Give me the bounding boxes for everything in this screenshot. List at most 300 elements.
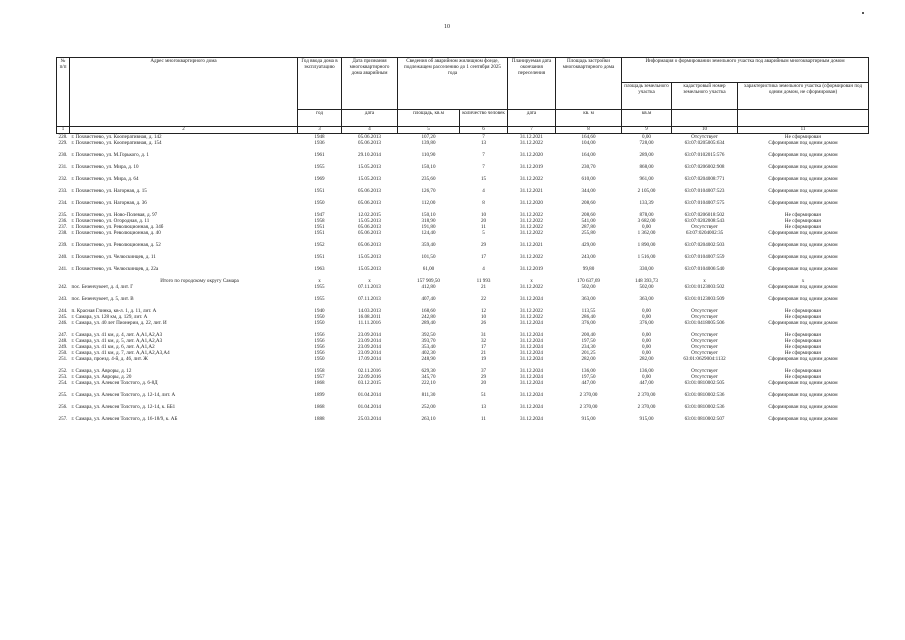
row-number: 252.: [58, 368, 68, 374]
table-body: [57, 134, 869, 429]
row-address: г. Похвистнево, ул. М.Горького, д. 1: [71, 152, 149, 158]
row-plan-date: 31.12.2024: [520, 368, 543, 374]
row-land-area: 0,00: [642, 374, 651, 380]
table-row: [57, 230, 869, 242]
row-date-recognized: 05.06.2013: [358, 230, 381, 236]
row-cadastral: Отсутствует: [691, 344, 718, 350]
row-people: 11 993: [476, 278, 491, 284]
row-built-area: 136,00: [581, 368, 596, 374]
row-address: п. Красная Глинка, кв-л. 1, д. 11, лит. А: [71, 308, 157, 314]
row-address: г. Похвистнево, ул. Нагорная, д. 15: [71, 188, 147, 194]
table-row: [57, 416, 869, 428]
table-row: [57, 392, 869, 404]
row-land-area: 1 516,00: [637, 254, 656, 260]
row-land-characteristic: Сформирован под одним домом: [768, 320, 838, 326]
row-date-recognized: 25.03.2014: [358, 416, 381, 422]
col-number: 2: [70, 127, 298, 134]
row-land-area: 728,00: [639, 140, 654, 146]
row-built-area: 447,00: [581, 380, 596, 386]
row-number: 239.: [58, 242, 68, 248]
unit-plan-date: дата: [508, 110, 556, 127]
row-number: 255.: [58, 392, 68, 398]
header-built-area: Площадь застройки многоквартирного дома: [556, 58, 622, 110]
row-number: 228.: [58, 134, 68, 140]
row-land-area: 148 393,73: [635, 278, 658, 284]
row-cadastral: Отсутствует: [691, 134, 718, 140]
row-plan-date: 31.12.2022: [520, 140, 543, 146]
row-plan-date: 31.12.2024: [520, 350, 543, 356]
header-plan-date: Планируемая дата окончания переселения: [508, 58, 556, 110]
row-cadastral: 63:01:0810002:536: [684, 404, 725, 410]
row-year: 1951: [314, 188, 325, 194]
row-date-recognized: 15.05.2013: [358, 164, 381, 170]
row-area: 112,00: [421, 200, 436, 206]
table-row: [57, 356, 869, 368]
row-built-area: 104,00: [581, 140, 596, 146]
row-date-recognized: 16.08.2011: [358, 314, 381, 320]
row-plan-date: 31.12.2020: [520, 200, 543, 206]
row-plan-date: 31.12.2022: [520, 224, 543, 230]
row-year: 1955: [314, 296, 325, 302]
row-address: г. Похвистнево, ул. Кооперативная, д. 142: [71, 134, 162, 140]
row-built-area: 208,60: [581, 200, 596, 206]
row-address: г. Похвистнево, ул. Ново-Полевая, д. 97: [71, 212, 158, 218]
row-plan-date: 31.12.2022: [520, 254, 543, 260]
row-people: 20: [480, 218, 487, 224]
row-date-recognized: 23.09.2014: [358, 344, 381, 350]
row-address: г. Самара, ул. 128 км, д. 129, лит. А: [71, 314, 148, 320]
row-address: г. Похвистнево, ул. Челюскинцев, д. 22а: [71, 266, 159, 272]
unit-people: количество человек: [460, 110, 508, 127]
row-land-characteristic: x: [801, 278, 805, 284]
row-plan-date: 31.12.2024: [520, 380, 543, 386]
header-row-column-numbers: [57, 127, 869, 134]
row-year: 1951: [314, 254, 325, 260]
row-number: 231.: [58, 164, 68, 170]
col-number: 9: [622, 127, 672, 134]
row-area: 157 909,50: [417, 278, 440, 284]
row-land-characteristic: Сформирован под одним домом: [768, 188, 838, 194]
row-plan-date: 31.12.2021: [520, 188, 543, 194]
row-land-characteristic: Сформирован под одним домом: [768, 164, 838, 170]
header-cadastral: кадастровый номер земельного участка: [672, 83, 738, 110]
row-area: 168,60: [421, 308, 436, 314]
row-year: 1950: [314, 200, 325, 206]
row-number: 240.: [58, 254, 68, 260]
table-row: [57, 176, 869, 188]
row-land-characteristic: Сформирован под одним домом: [768, 266, 838, 272]
unit-empty-1: [672, 110, 738, 127]
row-plan-date: 31.12.2024: [520, 404, 543, 410]
row-cadastral: 63:01:0810002:505: [684, 380, 725, 386]
row-area: 191,80: [421, 224, 436, 230]
table-row: [57, 188, 869, 200]
row-people: 4: [482, 188, 485, 194]
row-year: 1958: [314, 368, 325, 374]
row-year: 1955: [314, 284, 325, 290]
row-built-area: 610,00: [581, 176, 596, 182]
row-land-characteristic: Сформирован под одним домом: [768, 392, 838, 398]
row-land-area: 0,00: [642, 314, 651, 320]
row-area: 318,90: [421, 218, 436, 224]
row-land-area: 0,00: [642, 332, 651, 338]
row-number: 250.: [58, 350, 68, 356]
row-address: г. Похвистнево, ул. Мира, д. 64: [71, 176, 139, 182]
row-built-area: 164,00: [581, 152, 596, 158]
row-address: г. Похвистнево, ул. Челюскинцев, д. 11: [71, 254, 156, 260]
row-people: 8: [482, 200, 485, 206]
header-date-recognized: Дата признания многоквартирного дома аварийным: [342, 58, 398, 110]
row-cadastral: 63:07:0104007:559: [684, 254, 725, 260]
row-land-characteristic: Не сформирован: [784, 212, 822, 218]
row-land-area: 282,00: [639, 356, 654, 362]
row-number: 229.: [58, 140, 68, 146]
row-plan-date: 31.12.2022: [520, 284, 543, 290]
col-number: 10: [672, 127, 738, 134]
row-address: г. Похвистнево, ул. Огородная, д. 11: [71, 218, 150, 224]
unit-land-sqm: кв.м: [622, 110, 672, 127]
row-area: 248,90: [421, 356, 436, 362]
row-people: 15: [480, 176, 487, 182]
row-date-recognized: 05.06.2013: [358, 134, 381, 140]
row-number: 244.: [58, 308, 68, 314]
row-area: 139,80: [421, 140, 436, 146]
row-land-area: 0,00: [642, 134, 651, 140]
row-date-recognized: 17.09.2014: [358, 356, 381, 362]
row-address: г. Самара, ул. 41 км, д. 5, лит. А,А1,А2,А3: [71, 338, 163, 344]
row-year: 1947: [314, 212, 325, 218]
row-year: 1951: [314, 224, 325, 230]
row-land-area: 878,00: [639, 212, 654, 218]
row-cadastral: Отсутствует: [691, 338, 718, 344]
row-cadastral: 63:07:0204002:35: [685, 230, 724, 236]
row-people: 13: [480, 140, 487, 146]
row-people: 21: [480, 350, 487, 356]
row-built-area: 201,25: [581, 350, 596, 356]
row-address: Итого по городскому округу Самара: [160, 278, 239, 284]
header-housing-info: Сведения об аварийном жилищном фонде, подлежащем расселению до 1 сентября 2025 года: [398, 58, 508, 110]
row-land-area: 3 682,00: [637, 218, 656, 224]
row-land-characteristic: Не сформирован: [784, 308, 822, 314]
row-people: 5: [482, 230, 485, 236]
row-date-recognized: 01.04.2014: [358, 392, 381, 398]
row-built-area: 197,50: [581, 338, 596, 344]
row-date-recognized: 29.10.2014: [358, 152, 381, 158]
row-year: 1940: [314, 308, 325, 314]
row-address: г. Самара, ул. 41 км, д. 6, лит. А,А1,А2: [71, 344, 155, 350]
row-cadastral: 63:07:0202008:543: [684, 218, 725, 224]
row-cadastral: Отсутствует: [691, 332, 718, 338]
row-address: г. Самара, ул. Авроры, д. 12: [71, 368, 132, 374]
row-built-area: 200,40: [581, 332, 596, 338]
row-land-area: 2 105,00: [637, 188, 656, 194]
row-area: 412,80: [421, 284, 436, 290]
row-address: г. Похвистнево, ул. Революционная, д. 40: [71, 230, 161, 236]
row-plan-date: 31.12.2024: [520, 416, 543, 422]
row-cadastral: Отсутствует: [691, 368, 718, 374]
row-plan-date: 31.12.2024: [520, 392, 543, 398]
row-built-area: 197,50: [581, 374, 596, 380]
row-plan-date: 31.12.2024: [520, 374, 543, 380]
row-address: г. Самара, ул. 41 км, д. 7, лит. А,А1,А2,А3,А4: [71, 350, 170, 356]
row-land-area: 289,00: [639, 152, 654, 158]
row-date-recognized: 22.09.2016: [358, 374, 381, 380]
row-number: 253.: [58, 374, 68, 380]
row-plan-date: 31.12.2024: [520, 296, 543, 302]
unit-empty-2: [738, 110, 869, 127]
col-number: 6: [460, 127, 508, 134]
row-land-area: 868,00: [639, 164, 654, 170]
row-land-area: 915,00: [639, 416, 654, 422]
row-year: 1888: [314, 416, 325, 422]
row-area: 124,40: [421, 230, 436, 236]
row-address: г. Похвистнево, ул. Революционная, д. 52: [71, 242, 161, 248]
row-number: 247.: [58, 332, 68, 338]
row-address: г. Похвистнево, ул. Мира, д. 10: [71, 164, 139, 170]
row-address: пос. Безенчукеет, д. 4, лит. Г: [71, 284, 134, 290]
row-land-characteristic: Не сформирован: [784, 314, 822, 320]
unit-area: площадь, кв.м: [398, 110, 460, 127]
row-people: 4: [482, 266, 485, 272]
row-people: 37: [480, 368, 487, 374]
table-row: [57, 266, 869, 278]
row-area: 353,40: [421, 344, 436, 350]
row-plan-date: 31.12.2024: [520, 332, 543, 338]
row-people: 22: [480, 296, 487, 302]
row-cadastral: 63:01:0418005:506: [684, 320, 725, 326]
row-area: 222,10: [421, 380, 436, 386]
row-land-characteristic: Сформирован под одним домом: [768, 404, 838, 410]
row-plan-date: 31.12.2019: [520, 266, 543, 272]
row-land-characteristic: Не сформирован: [784, 344, 822, 350]
row-cadastral: 63:07:0102015:576: [684, 152, 725, 158]
row-people: 11: [481, 224, 486, 230]
row-people: 11: [481, 416, 486, 422]
row-number: 237.: [58, 224, 68, 230]
row-number: 245.: [58, 314, 68, 320]
row-built-area: 243,00: [581, 254, 596, 260]
row-land-characteristic: Сформирован под одним домом: [768, 230, 838, 236]
row-built-area: 429,00: [581, 242, 596, 248]
row-number: 256.: [58, 404, 68, 410]
row-number: 254.: [58, 380, 68, 386]
row-plan-date: 31.12.2021: [520, 242, 543, 248]
row-date-recognized: 05.06.2013: [358, 188, 381, 194]
row-people: 32: [480, 338, 487, 344]
row-number: 257.: [58, 416, 68, 422]
row-cadastral: x: [703, 278, 706, 284]
row-year: 1961: [314, 152, 325, 158]
row-date-recognized: 02.11.2016: [358, 368, 381, 374]
row-cadastral: Отсутствует: [691, 308, 718, 314]
row-people: 29: [480, 242, 487, 248]
row-area: 345,70: [421, 374, 436, 380]
row-plan-date: 31.12.2020: [520, 152, 543, 158]
table-row: [57, 284, 869, 296]
row-area: 235,60: [421, 176, 436, 182]
row-year: 1956: [314, 338, 325, 344]
row-land-characteristic: Сформирован под одним домом: [768, 242, 838, 248]
table-row: [57, 404, 869, 416]
row-date-recognized: 12.02.2015: [358, 212, 381, 218]
row-year: 1899: [314, 392, 325, 398]
row-year: 1950: [314, 356, 325, 362]
row-year: x: [318, 278, 321, 284]
row-number: 246.: [58, 320, 68, 326]
header-land-area: площадь земельного участка: [622, 83, 672, 110]
col-number: 8: [556, 127, 622, 134]
row-year: 1950: [314, 314, 325, 320]
row-land-characteristic: Не сформирован: [784, 338, 822, 344]
row-year: 1963: [314, 266, 325, 272]
row-built-area: 915,00: [581, 416, 596, 422]
row-year: 1956: [314, 350, 325, 356]
row-land-characteristic: Сформирован под одним домом: [768, 296, 838, 302]
row-land-characteristic: Сформирован под одним домом: [768, 176, 838, 182]
col-number: 7: [508, 127, 556, 134]
scan-speck: [862, 12, 864, 14]
row-plan-date: 31.12.2024: [520, 320, 543, 326]
row-year: 1950: [314, 320, 325, 326]
row-area: 150,10: [421, 212, 436, 218]
row-year: 1956: [314, 332, 325, 338]
row-plan-date: 31.12.2022: [520, 230, 543, 236]
row-people: 12: [480, 308, 487, 314]
row-cadastral: 63:01:0629004:1132: [683, 356, 726, 362]
row-built-area: 363,00: [581, 296, 596, 302]
row-area: 110,90: [421, 152, 436, 158]
row-built-area: 287,80: [581, 224, 596, 230]
row-cadastral: 63:01:0123003:509: [684, 296, 725, 302]
row-built-area: 541,00: [581, 218, 596, 224]
row-land-area: 376,00: [639, 320, 654, 326]
row-plan-date: 31.12.2022: [520, 314, 543, 320]
row-land-area: 330,00: [639, 266, 654, 272]
row-plan-date: 31.12.2019: [520, 164, 543, 170]
unit-built-sqm: кв. м: [556, 110, 622, 127]
row-people: 13: [480, 404, 487, 410]
row-address: г. Самара, проезд. 4-й, д. 46, лит. Ж: [71, 356, 148, 362]
header-land-characteristic: характеристика земельного участка (сформирован под одним домом, не сформирован): [738, 83, 869, 110]
row-built-area: 282,00: [581, 356, 596, 362]
col-number: 11: [738, 127, 869, 134]
row-area: 392,50: [421, 332, 436, 338]
row-date-recognized: 15.05.2013: [358, 218, 381, 224]
row-built-area: 344,00: [581, 188, 596, 194]
row-area: 61,00: [422, 266, 435, 272]
row-land-characteristic: Не сформирован: [784, 368, 822, 374]
row-cadastral: 63:07:0104007:523: [684, 188, 725, 194]
row-cadastral: 63:01:0810002:507: [684, 416, 725, 422]
row-year: 1952: [314, 242, 325, 248]
table-row: [57, 200, 869, 212]
table-row: [57, 296, 869, 308]
row-land-characteristic: Сформирован под одним домом: [768, 284, 838, 290]
row-land-characteristic: Не сформирован: [784, 134, 822, 140]
row-cadastral: 63:01:0810002:536: [684, 392, 725, 398]
row-plan-date: 31.12.2022: [520, 218, 543, 224]
row-plan-date: 31.12.2022: [520, 176, 543, 182]
row-date-recognized: 11.11.2016: [358, 320, 381, 326]
col-number: 4: [342, 127, 398, 134]
row-year: 1957: [314, 374, 325, 380]
row-people: 21: [480, 284, 487, 290]
row-number: 232.: [58, 176, 68, 182]
row-people: 19: [480, 356, 487, 362]
row-date-recognized: 15.05.2013: [358, 254, 381, 260]
row-address: г. Похвистнево, ул. Революционная, д. 34б: [71, 224, 164, 230]
row-land-area: 0,00: [642, 308, 651, 314]
row-plan-date: 31.12.2024: [520, 338, 543, 344]
row-land-characteristic: Не сформирован: [784, 332, 822, 338]
row-cadastral: 63:07:0204008:771: [684, 176, 725, 182]
row-people: 20: [480, 380, 487, 386]
row-land-characteristic: Сформирован под одним домом: [768, 380, 838, 386]
row-number: 233.: [58, 188, 68, 194]
row-address: г. Самара, ул. 40 лет Пионерии, д. 22, лит. И: [71, 320, 167, 326]
row-land-area: 447,00: [639, 380, 654, 386]
row-address: г. Самара, ул. Алексея Толстого, д. 12-14, лит. А: [71, 392, 176, 398]
row-number: 230.: [58, 152, 68, 158]
row-land-characteristic: Сформирован под одним домом: [768, 416, 838, 422]
row-year: 1955: [314, 164, 325, 170]
row-plan-date: 31.12.2022: [520, 308, 543, 314]
table-row: [57, 380, 869, 392]
row-area: 242,80: [421, 314, 436, 320]
row-built-area: 2 370,00: [579, 404, 598, 410]
row-land-characteristic: Сформирован под одним домом: [768, 254, 838, 260]
row-year: 1948: [314, 134, 325, 140]
row-built-area: 376,00: [581, 320, 596, 326]
row-year: 1956: [314, 344, 325, 350]
row-land-characteristic: Сформирован под одним домом: [768, 200, 838, 206]
row-year: 1969: [314, 176, 325, 182]
row-date-recognized: 23.09.2014: [358, 338, 381, 344]
row-land-area: 136,00: [639, 368, 654, 374]
row-number: 234.: [58, 200, 68, 206]
row-cadastral: 63:07:0104007:575: [684, 200, 725, 206]
table-row: [57, 254, 869, 266]
row-people: 31: [480, 332, 487, 338]
row-area: 101,50: [421, 254, 436, 260]
table-row: [57, 320, 869, 332]
row-date-recognized: 14.03.2013: [358, 308, 381, 314]
row-plan-date: x: [530, 278, 533, 284]
row-area: 107,20: [421, 134, 436, 140]
row-land-area: 0,00: [642, 338, 651, 344]
row-people: 17: [480, 344, 487, 350]
row-number: 248.: [58, 338, 68, 344]
row-number: 242.: [58, 284, 68, 290]
row-land-area: 0,00: [642, 344, 651, 350]
row-plan-date: 31.12.2022: [520, 212, 543, 218]
row-number: 249.: [58, 344, 68, 350]
table-row: [57, 152, 869, 164]
row-land-area: 1 362,00: [637, 230, 656, 236]
row-area: 402,30: [421, 350, 436, 356]
row-address: пос. Безенчукеет, д. 5, лит. В: [71, 296, 134, 302]
table-row: [57, 164, 869, 176]
row-land-area: 502,00: [639, 284, 654, 290]
row-land-area: 133,39: [639, 200, 654, 206]
row-built-area: 286,40: [581, 314, 596, 320]
row-people: 10: [480, 212, 487, 218]
row-number: 235.: [58, 212, 68, 218]
row-area: 252,00: [421, 404, 436, 410]
row-number: 238.: [58, 230, 68, 236]
col-number: 3: [298, 127, 342, 134]
row-date-recognized: 05.06.2013: [358, 200, 381, 206]
